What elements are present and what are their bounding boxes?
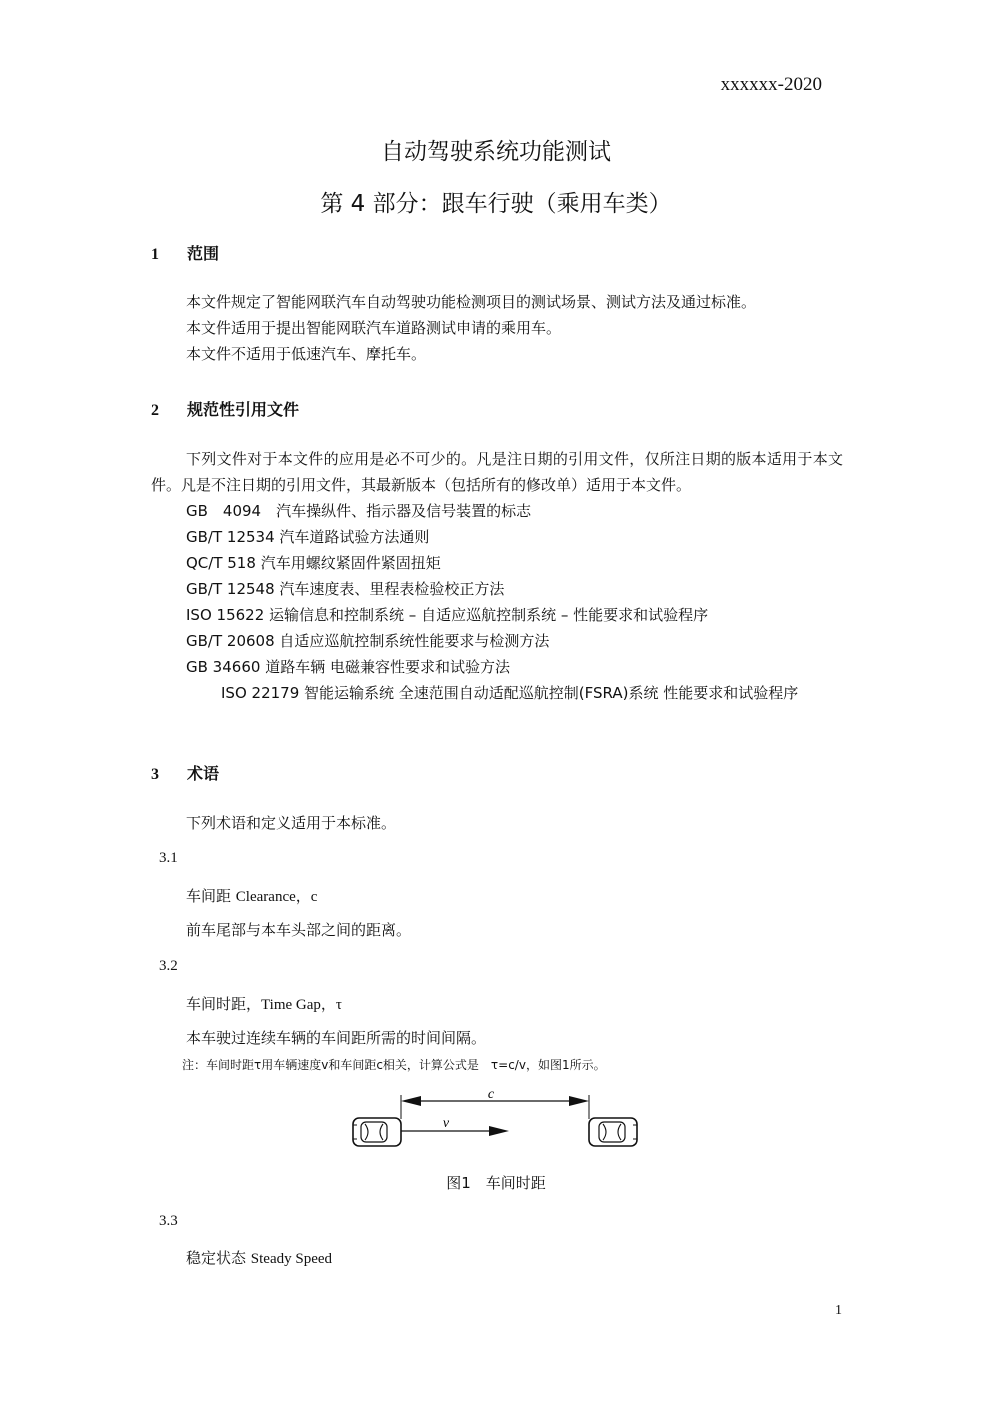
figure-time-gap [345,1085,645,1155]
term-zh: 车间距 [186,887,232,905]
reference-item [186,498,531,524]
section-title: 规范性引用文件 [187,400,300,419]
reference-title: 汽车道路试验方法通则 [279,528,430,546]
term-definition: 前车尾部与本车头部之间的距离。 [186,921,412,939]
velocity-arrow [401,1116,509,1136]
term-en: Clearance，c [235,889,318,905]
figure-caption: 图1 车间时距 [446,1174,546,1192]
scope-line: 本文件不适用于低速汽车、摩托车。 [186,345,427,363]
term-zh: 稳定状态 [186,1249,247,1267]
section-3-heading [151,761,219,784]
reference-code: ISO 15622 [186,606,265,624]
term-note: 注：车间时距τ用车辆速度v和车间距c相关，计算公式是 τ=c/v，如图1所示。 [182,1058,606,1072]
reference-item [186,550,441,576]
term-number: 3.1 [159,850,178,866]
section-1-heading [151,241,219,264]
references-intro: 下列文件对于本文件的应用是必不可少的。凡是注日期的引用文件，仅所注日期的版本适用于本文件。凡是不注日期的引用文件，其最新版本（包括所有的修改单）适用于本文件。 [151,450,843,494]
reference-code: QC/T 518 [186,554,256,572]
reference-title: 运输信息和控制系统 – 自适应巡航控制系统 – 性能要求和试验程序 [269,606,709,624]
section-2-heading [151,397,299,420]
reference-title: 自适应巡航控制系统性能要求与检测方法 [279,632,550,650]
scope-line: 本文件规定了智能网联汽车自动驾驶功能检测项目的测试场景、测试方法及通过标准。 [186,293,757,311]
section-number: 1 [151,246,159,263]
reference-item [186,654,510,680]
term-number: 3.3 [159,1213,178,1229]
reference-title: 汽车速度表、里程表检验校正方法 [279,580,505,598]
reference-code: GB 34660 [186,658,261,676]
document-number: xxxxxx-2020 [720,74,822,95]
reference-code: GB/T 20608 [186,632,275,650]
reference-item [186,576,504,602]
reference-item [186,602,708,628]
section-number: 2 [151,402,159,419]
lead-car-icon [589,1118,637,1146]
section-title: 范围 [187,244,220,263]
section-number: 3 [151,766,159,783]
page-number: 1 [835,1303,842,1318]
terms-intro: 下列术语和定义适用于本标准。 [186,814,397,832]
scope-line: 本文件适用于提出智能网联汽车道路测试申请的乘用车。 [186,319,562,337]
document-subtitle: 第 4 部分：跟车行驶（乘用车类） [320,191,672,217]
reference-title: 道路车辆 电磁兼容性要求和试验方法 [265,658,510,676]
ego-car-icon [353,1118,401,1146]
document-title: 自动驾驶系统功能测试 [381,139,611,165]
term-heading [186,1245,332,1272]
reference-code: GB 4094 [186,502,262,520]
clearance-label: c [487,1087,495,1102]
term-zh: 车间时距 [186,995,247,1013]
term-en: Steady Speed [250,1251,333,1267]
reference-code: GB/T 12534 [186,528,275,546]
reference-title: 汽车操纵件、指示器及信号装置的标志 [276,502,532,520]
velocity-label: v [442,1116,450,1131]
reference-title: 汽车用螺纹紧固件紧固扭矩 [260,554,441,572]
clearance-dimension [401,1087,589,1119]
term-en: ，Time Gap，τ [246,997,342,1013]
term-heading [186,991,342,1018]
reference-title: 智能运输系统 全速范围自动适配巡航控制(FSRA)系统 性能要求和试验程序 [304,684,799,702]
reference-item [186,524,429,550]
section-title: 术语 [187,764,220,783]
reference-item [151,680,843,706]
term-definition: 本车驶过连续车辆的车间距所需的时间间隔。 [186,1029,487,1047]
term-number: 3.2 [159,958,178,974]
reference-code: ISO 22179 [221,684,300,702]
reference-item [186,628,549,654]
term-heading [186,883,317,910]
reference-code: GB/T 12548 [186,580,275,598]
